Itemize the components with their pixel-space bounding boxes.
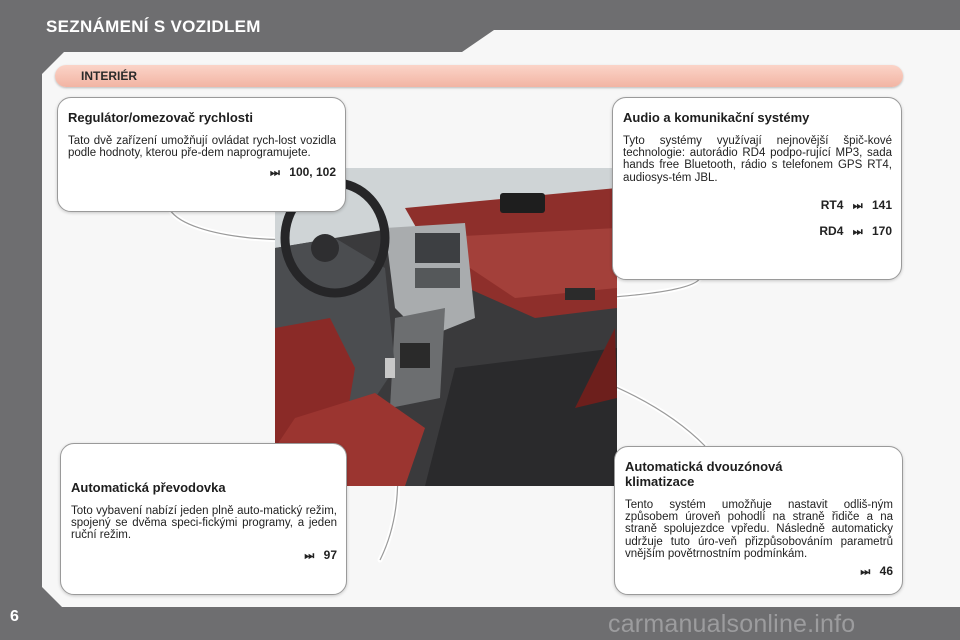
callout-text: Tato dvě zařízení umožňují ovládat rych-lost vozidla podle hodnoty, kterou pře-dem naprogramujete. xyxy=(68,135,336,160)
reference-pages: 97 xyxy=(323,547,337,562)
reference-label: RD4 xyxy=(819,223,844,238)
callout-title: Automatická převodovka xyxy=(71,480,226,495)
double-arrow-right-icon: ⏭ xyxy=(852,225,863,238)
interior-photo xyxy=(275,168,617,486)
reference-pages: 46 xyxy=(879,564,893,579)
page-number: 6 xyxy=(10,608,19,625)
callout-title: Regulátor/omezovač rychlosti xyxy=(68,110,253,125)
callout-audio xyxy=(612,97,902,280)
page-reference[interactable] xyxy=(625,564,893,579)
page-title: SEZNÁMENÍ S VOZIDLEM xyxy=(46,17,261,36)
double-arrow-right-icon: ⏭ xyxy=(270,167,280,180)
callout-text: Tyto systémy využívají nejnovější špič-kové technologie: autorádio RD4 podpo-rující MP3, sada hands free Bluetooth, rádio s telefonem GPS RT4, audiosys-tém JBL. xyxy=(623,135,892,184)
callout-text: Tento systém umožňuje nastavit odliš-ným způsobem úroveň pohodlí na straně řidiče a na straně spolujezdce vpředu. Následně automaticky udržuje tuto úro-veň přizpůsobováním parametrů vnějším povětrnostním podmínkám. xyxy=(625,499,893,560)
reference-label: RT4 xyxy=(820,197,844,212)
double-arrow-right-icon: ⏭ xyxy=(304,549,315,562)
callout-title: Audio a komunikační systémy xyxy=(623,110,810,125)
callout-text: Toto vybavení nabízí jeden plně auto-matický režim, spojený se dvěma speci-fickými programy, a jeden ruční režim. xyxy=(71,505,337,542)
page-reference[interactable] xyxy=(68,165,336,180)
reference-pages: 170 xyxy=(871,223,892,238)
callout-gearbox xyxy=(60,443,347,595)
callout-title: Automatická dvouzónová klimatizace xyxy=(625,459,783,489)
page-reference[interactable] xyxy=(623,224,892,239)
double-arrow-right-icon: ⏭ xyxy=(852,199,863,212)
watermark: carmanualsonline.info xyxy=(608,610,856,638)
page-reference[interactable] xyxy=(623,198,892,213)
section-label: INTERIÉR xyxy=(81,69,138,83)
reference-pages: 141 xyxy=(871,197,892,212)
double-arrow-right-icon: ⏭ xyxy=(860,566,871,579)
callout-climate xyxy=(614,446,903,595)
callout-speed-limiter xyxy=(57,97,346,212)
reference-pages: 100, 102 xyxy=(289,165,336,180)
page-reference[interactable] xyxy=(71,548,337,563)
